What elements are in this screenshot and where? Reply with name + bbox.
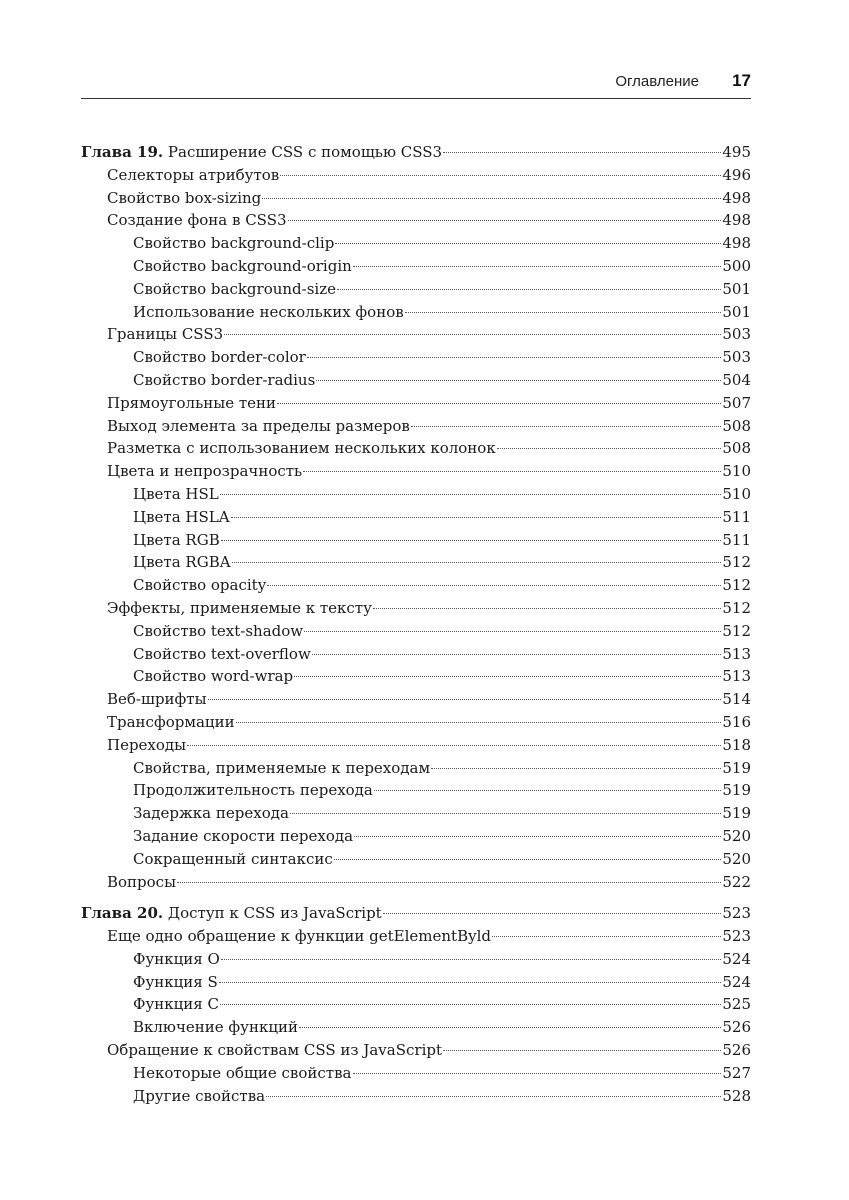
dot-leader (492, 936, 721, 937)
entry-title: Свойство border-color (133, 348, 306, 367)
page-number: 507 (722, 393, 751, 412)
dot-leader (411, 426, 721, 427)
entry-title: Функция O (133, 949, 220, 968)
toc-subentry[interactable] (81, 971, 751, 994)
chapter-20 (81, 902, 751, 1107)
entry-title: Свойство border-radius (133, 370, 316, 389)
page-number: 525 (722, 995, 751, 1014)
page-number: 519 (722, 758, 751, 777)
toc-subentry[interactable] (81, 1016, 751, 1039)
page-number: 514 (722, 690, 751, 709)
page-number: 526 (722, 1041, 751, 1060)
toc-entry[interactable] (81, 688, 751, 711)
toc-subentry[interactable] (81, 643, 751, 666)
dot-leader (262, 198, 721, 199)
toc-subentry[interactable] (81, 665, 751, 688)
running-header (81, 70, 751, 99)
page-number: 524 (722, 949, 751, 968)
page-number: 519 (722, 804, 751, 823)
toc-subentry[interactable] (81, 825, 751, 848)
entry-title: Свойство background-size (133, 279, 336, 298)
dot-leader (294, 676, 721, 677)
toc-subentry[interactable] (81, 369, 751, 392)
dot-leader (337, 289, 721, 290)
dot-leader (405, 312, 722, 313)
toc-entry[interactable] (81, 734, 751, 757)
page-number: 510 (722, 462, 751, 481)
entry-title: Цвета и непрозрачность (107, 462, 303, 481)
entry-title: Задание скорости перехода (133, 826, 354, 845)
dot-leader (266, 1096, 721, 1097)
dot-leader (334, 859, 722, 860)
toc-subentry[interactable] (81, 483, 751, 506)
toc-subentry[interactable] (81, 232, 751, 255)
page-number: 524 (722, 972, 751, 991)
page-number: 519 (722, 781, 751, 800)
toc-entry[interactable] (81, 323, 751, 346)
page-number: 498 (722, 234, 751, 253)
dot-leader (224, 334, 721, 335)
table-of-contents (81, 141, 751, 1116)
entry-title: Свойство text-shadow (133, 621, 304, 640)
dot-leader (431, 768, 721, 769)
dot-leader (221, 959, 722, 960)
page-number: 501 (722, 279, 751, 298)
dot-leader (220, 1004, 721, 1005)
chapter-name: Доступ к CSS из JavaScript (167, 904, 382, 923)
chapter-number: Глава 20. (81, 904, 164, 923)
dot-leader (354, 836, 721, 837)
dot-leader (280, 175, 721, 176)
dot-leader (221, 540, 722, 541)
page-number: 503 (722, 325, 751, 344)
entry-title: Функция S (133, 972, 218, 991)
dot-leader (443, 1050, 721, 1051)
dot-leader (231, 517, 722, 518)
toc-subentry[interactable] (81, 848, 751, 871)
dot-leader (236, 722, 722, 723)
entry-title: Свойство box-sizing (107, 188, 262, 207)
dot-leader (288, 220, 722, 221)
toc-entry[interactable] (81, 164, 751, 187)
entry-title: Свойство text-overflow (133, 644, 311, 663)
toc-entry[interactable] (81, 415, 751, 438)
toc-subentry[interactable] (81, 779, 751, 802)
chapter-title (81, 141, 442, 164)
dot-leader (312, 654, 722, 655)
entry-title: Включение функций (133, 1018, 298, 1037)
toc-subentry[interactable] (81, 346, 751, 369)
page-number: 513 (722, 667, 751, 686)
dot-leader (177, 882, 721, 883)
header-section-title: Оглавление (615, 73, 699, 90)
page-number: 522 (722, 872, 751, 891)
toc-subentry[interactable] (81, 948, 751, 971)
dot-leader (497, 448, 722, 449)
entry-title: Функция C (133, 995, 220, 1014)
toc-subentry[interactable] (81, 278, 751, 301)
dot-leader (373, 608, 721, 609)
entry-title: Цвета RGB (133, 530, 220, 549)
page-number: 508 (722, 416, 751, 435)
toc-entry[interactable] (81, 437, 751, 460)
dot-leader (353, 1073, 722, 1074)
entry-title: Другие свойства (133, 1086, 266, 1105)
dot-leader (303, 471, 721, 472)
page-number: 496 (722, 165, 751, 184)
chapter-heading[interactable] (81, 141, 751, 164)
page-number: 512 (722, 598, 751, 617)
toc-subentry[interactable] (81, 574, 751, 597)
entry-title: Продолжительность перехода (133, 781, 373, 800)
entry-title: Селекторы атрибутов (107, 165, 280, 184)
entry-title: Трансформации (107, 712, 235, 731)
toc-entry[interactable] (81, 871, 751, 894)
chapter-title (81, 902, 382, 925)
entry-title: Цвета RGBA (133, 553, 231, 572)
entry-title: Веб-шрифты (107, 690, 207, 709)
header-page-number: 17 (732, 71, 751, 90)
toc-subentry[interactable] (81, 1085, 751, 1108)
entry-title: Свойство opacity (133, 576, 267, 595)
dot-leader (443, 152, 721, 153)
toc-entry[interactable] (81, 209, 751, 232)
entry-title: Еще одно обращение к функции getElementByld (107, 927, 491, 946)
chapter-19 (81, 141, 751, 893)
entry-title: Цвета HSL (133, 484, 219, 503)
page-number: 527 (722, 1063, 751, 1082)
toc-subentry[interactable] (81, 551, 751, 574)
page-number: 523 (722, 927, 751, 946)
entry-title: Свойство background-clip (133, 234, 335, 253)
page-number: 500 (722, 256, 751, 275)
toc-entry[interactable] (81, 187, 751, 210)
toc-subentry[interactable] (81, 1062, 751, 1085)
chapter-number: Глава 19. (81, 143, 164, 161)
entry-title: Сокращенный синтаксис (133, 849, 333, 868)
entry-title: Прямоугольные тени (107, 393, 277, 412)
page-number: 512 (722, 553, 751, 572)
dot-leader (232, 562, 722, 563)
entry-title: Цвета HSLA (133, 507, 230, 526)
dot-leader (277, 403, 721, 404)
page-number: 508 (722, 439, 751, 458)
entry-title: Выход элемента за пределы размеров (107, 416, 410, 435)
page-number: 512 (722, 621, 751, 640)
toc-entry[interactable] (81, 925, 751, 948)
page-number: 503 (722, 348, 751, 367)
dot-leader (187, 745, 721, 746)
page-number: 511 (722, 530, 751, 549)
entry-title: Переходы (107, 735, 187, 754)
page-number: 523 (722, 904, 751, 923)
dot-leader (220, 494, 722, 495)
dot-leader (353, 266, 722, 267)
entry-title: Использование нескольких фонов (133, 302, 404, 321)
entry-title: Эффекты, применяемые к тексту (107, 598, 372, 617)
page-number: 498 (722, 211, 751, 230)
page-number: 520 (722, 826, 751, 845)
entry-title: Создание фона в CSS3 (107, 211, 287, 230)
page-number: 511 (722, 507, 751, 526)
dot-leader (290, 813, 721, 814)
toc-subentry[interactable] (81, 993, 751, 1016)
dot-leader (267, 585, 721, 586)
dot-leader (316, 380, 721, 381)
page-number: 498 (722, 188, 751, 207)
toc-subentry[interactable] (81, 757, 751, 780)
toc-subentry[interactable] (81, 506, 751, 529)
chapter-name: Расширение CSS с помощью CSS3 (167, 143, 443, 161)
toc-entry[interactable] (81, 1039, 751, 1062)
entry-title: Свойства, применяемые к переходам (133, 758, 431, 777)
page-number: 495 (722, 143, 751, 161)
page-number: 504 (722, 370, 751, 389)
dot-leader (374, 790, 721, 791)
page-number: 516 (722, 712, 751, 731)
dot-leader (307, 357, 722, 358)
page-number: 520 (722, 849, 751, 868)
entry-title: Свойство word-wrap (133, 667, 294, 686)
toc-entry[interactable] (81, 597, 751, 620)
page-number: 518 (722, 735, 751, 754)
page-number: 512 (722, 576, 751, 595)
dot-leader (208, 699, 722, 700)
page-number: 501 (722, 302, 751, 321)
entry-title: Разметка с использованием нескольких колонок (107, 439, 496, 458)
toc-entry[interactable] (81, 711, 751, 734)
toc-entry[interactable] (81, 460, 751, 483)
page-number: 510 (722, 484, 751, 503)
dot-leader (383, 913, 722, 914)
dot-leader (219, 982, 722, 983)
entry-title: Свойство background-origin (133, 256, 352, 275)
dot-leader (335, 243, 721, 244)
page-number: 526 (722, 1018, 751, 1037)
toc-subentry[interactable] (81, 802, 751, 825)
toc-subentry[interactable] (81, 301, 751, 324)
toc-entry[interactable] (81, 392, 751, 415)
entry-title: Границы CSS3 (107, 325, 224, 344)
dot-leader (304, 631, 721, 632)
entry-title: Задержка перехода (133, 804, 289, 823)
toc-subentry[interactable] (81, 255, 751, 278)
page-number: 513 (722, 644, 751, 663)
toc-subentry[interactable] (81, 529, 751, 552)
chapter-heading[interactable] (81, 902, 751, 925)
entry-title: Обращение к свойствам CSS из JavaScript (107, 1041, 443, 1060)
entry-title: Некоторые общие свойства (133, 1063, 352, 1082)
dot-leader (299, 1027, 721, 1028)
entry-title: Вопросы (107, 872, 177, 891)
toc-subentry[interactable] (81, 620, 751, 643)
page-number: 528 (722, 1086, 751, 1105)
